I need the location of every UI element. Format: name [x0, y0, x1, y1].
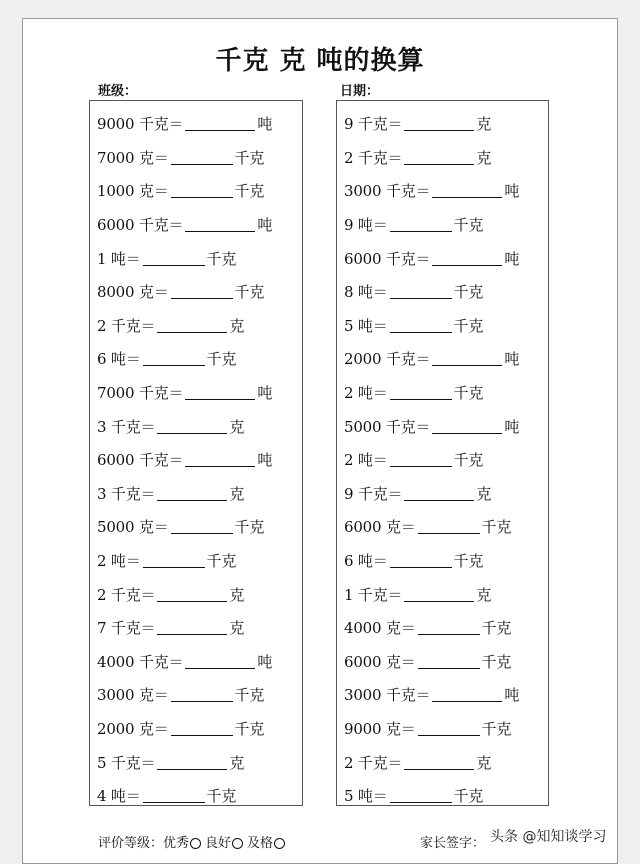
left-exercise-row — [97, 342, 298, 376]
answer-unit: 千克 — [481, 518, 512, 537]
answer-blank[interactable] — [404, 755, 474, 770]
answer-unit: 千克 — [206, 787, 237, 806]
answer-unit: 千克 — [453, 316, 484, 335]
exercise-prompt: 7000 克＝ — [97, 148, 169, 167]
answer-blank[interactable] — [418, 620, 480, 635]
answer-unit: 克 — [229, 753, 245, 772]
left-exercise-row — [97, 141, 298, 175]
answer-unit: 克 — [476, 484, 492, 503]
answer-blank[interactable] — [171, 721, 233, 736]
exercise-prompt: 6000 克＝ — [344, 518, 416, 537]
left-exercise-row — [97, 376, 298, 410]
answer-unit: 千克 — [234, 283, 265, 302]
answer-blank[interactable] — [157, 620, 227, 635]
grade-circle-good — [232, 838, 243, 849]
answer-unit: 千克 — [481, 652, 512, 671]
exercise-prompt: 5 千克＝ — [97, 753, 156, 772]
answer-blank[interactable] — [185, 654, 255, 669]
answer-unit: 千克 — [453, 451, 484, 470]
answer-unit: 克 — [476, 585, 492, 604]
answer-unit: 千克 — [453, 283, 484, 302]
answer-blank[interactable] — [143, 351, 205, 366]
answer-blank[interactable] — [404, 486, 474, 501]
answer-unit: 吨 — [257, 451, 273, 470]
exercise-prompt: 6000 千克＝ — [97, 216, 184, 235]
watermark: 头条 @知知谈学习 — [490, 829, 607, 845]
grade-circle-excellent — [190, 838, 201, 849]
answer-blank[interactable] — [143, 553, 205, 568]
answer-unit: 吨 — [257, 216, 273, 235]
answer-unit: 吨 — [504, 417, 520, 436]
answer-unit: 克 — [229, 585, 245, 604]
answer-unit: 克 — [476, 753, 492, 772]
exercise-prompt: 1 千克＝ — [344, 585, 403, 604]
exercise-prompt: 4000 千克＝ — [97, 652, 184, 671]
exercise-prompt: 2 吨＝ — [344, 451, 388, 470]
answer-unit: 吨 — [504, 182, 520, 201]
answer-blank[interactable] — [171, 519, 233, 534]
right-exercise-row — [344, 443, 544, 477]
left-exercise-row — [97, 107, 298, 141]
answer-blank[interactable] — [390, 284, 452, 299]
left-exercise-row — [97, 544, 298, 578]
right-exercise-row — [344, 611, 544, 645]
exercise-prompt: 2000 克＝ — [97, 719, 169, 738]
left-exercise-row — [97, 208, 298, 242]
exercise-prompt: 2 吨＝ — [344, 384, 388, 403]
exercise-prompt: 9 千克＝ — [344, 484, 403, 503]
right-exercise-row — [344, 141, 544, 175]
right-exercise-row — [344, 745, 544, 779]
answer-blank[interactable] — [185, 217, 255, 232]
answer-blank[interactable] — [157, 587, 227, 602]
left-exercise-row — [97, 174, 298, 208]
answer-unit: 千克 — [481, 619, 512, 638]
exercise-prompt: 9 千克＝ — [344, 115, 403, 134]
answer-blank[interactable] — [157, 755, 227, 770]
left-exercise-row — [97, 712, 298, 746]
answer-unit: 千克 — [234, 686, 265, 705]
answer-blank[interactable] — [432, 351, 502, 366]
left-exercise-row — [97, 678, 298, 712]
answer-unit: 吨 — [257, 384, 273, 403]
answer-unit: 克 — [476, 115, 492, 134]
right-exercise-row — [344, 577, 544, 611]
right-exercise-row — [344, 544, 544, 578]
answer-unit: 吨 — [504, 686, 520, 705]
exercise-prompt: 2000 千克＝ — [344, 350, 431, 369]
left-exercise-row — [97, 577, 298, 611]
answer-blank[interactable] — [157, 486, 227, 501]
left-exercise-row — [97, 241, 298, 275]
answer-blank[interactable] — [418, 519, 480, 534]
left-exercise-row — [97, 477, 298, 511]
exercise-prompt: 3000 克＝ — [97, 686, 169, 705]
right-exercise-column — [336, 100, 549, 806]
grade-section — [98, 832, 289, 851]
answer-unit: 吨 — [257, 652, 273, 671]
left-exercise-row — [97, 409, 298, 443]
answer-unit: 千克 — [206, 249, 237, 268]
left-exercise-row — [97, 275, 298, 309]
left-exercise-row — [97, 779, 298, 813]
right-exercise-row — [344, 645, 544, 679]
grade-option-pass: 及格 — [247, 836, 274, 851]
right-exercise-row — [344, 342, 544, 376]
right-exercise-row — [344, 241, 544, 275]
answer-blank[interactable] — [432, 183, 502, 198]
answer-blank[interactable] — [143, 251, 205, 266]
exercise-prompt: 9 吨＝ — [344, 216, 388, 235]
date-label: 日期： — [340, 84, 380, 99]
signature-section — [420, 832, 485, 851]
right-exercise-row — [344, 309, 544, 343]
answer-unit: 吨 — [257, 115, 273, 134]
left-exercise-row — [97, 510, 298, 544]
answer-blank[interactable] — [157, 419, 227, 434]
right-exercise-row — [344, 275, 544, 309]
worksheet-title: 千克 克 吨的换算 — [215, 46, 425, 76]
exercise-prompt: 2 千克＝ — [344, 753, 403, 772]
right-exercise-row — [344, 678, 544, 712]
left-exercise-column — [89, 100, 303, 806]
answer-blank[interactable] — [432, 687, 502, 702]
answer-unit: 千克 — [234, 719, 265, 738]
exercise-prompt: 4000 克＝ — [344, 619, 416, 638]
exercise-prompt: 5000 克＝ — [97, 518, 169, 537]
exercise-prompt: 7 千克＝ — [97, 619, 156, 638]
answer-blank[interactable] — [390, 385, 452, 400]
answer-blank[interactable] — [171, 284, 233, 299]
answer-blank[interactable] — [418, 654, 480, 669]
right-exercise-row — [344, 208, 544, 242]
exercise-prompt: 2 千克＝ — [344, 148, 403, 167]
answer-blank[interactable] — [390, 318, 452, 333]
left-exercise-row — [97, 745, 298, 779]
answer-unit: 千克 — [234, 182, 265, 201]
right-exercise-row — [344, 510, 544, 544]
answer-unit: 吨 — [504, 249, 520, 268]
class-label: 班级： — [98, 84, 138, 99]
exercise-prompt: 6 吨＝ — [344, 552, 388, 571]
answer-blank[interactable] — [432, 419, 502, 434]
exercise-prompt: 5 吨＝ — [344, 316, 388, 335]
answer-blank[interactable] — [432, 251, 502, 266]
signature-label: 家长签字： — [420, 836, 486, 851]
grade-option-excellent: 优秀 — [163, 836, 190, 851]
answer-unit: 克 — [229, 316, 245, 335]
answer-unit: 千克 — [234, 518, 265, 537]
answer-blank[interactable] — [404, 587, 474, 602]
exercise-prompt: 8 吨＝ — [344, 283, 388, 302]
answer-blank[interactable] — [418, 721, 480, 736]
exercise-prompt: 6 吨＝ — [97, 350, 141, 369]
answer-unit: 千克 — [453, 384, 484, 403]
exercise-prompt: 1 吨＝ — [97, 249, 141, 268]
exercise-prompt: 8000 克＝ — [97, 283, 169, 302]
right-exercise-row — [344, 409, 544, 443]
left-exercise-row — [97, 611, 298, 645]
answer-blank[interactable] — [390, 217, 452, 232]
answer-blank[interactable] — [390, 788, 452, 803]
exercise-prompt: 5000 千克＝ — [344, 417, 431, 436]
exercise-prompt: 2 吨＝ — [97, 552, 141, 571]
right-exercise-row — [344, 107, 544, 141]
exercise-prompt: 6000 千克＝ — [344, 249, 431, 268]
answer-blank[interactable] — [171, 687, 233, 702]
right-exercise-row — [344, 174, 544, 208]
answer-unit: 千克 — [206, 552, 237, 571]
exercise-prompt: 1000 克＝ — [97, 182, 169, 201]
grade-label: 评价等级： — [98, 836, 164, 851]
exercise-prompt: 4 吨＝ — [97, 787, 141, 806]
exercise-prompt: 2 千克＝ — [97, 316, 156, 335]
exercise-prompt: 6000 克＝ — [344, 652, 416, 671]
answer-blank[interactable] — [171, 150, 233, 165]
exercise-prompt: 9000 克＝ — [344, 719, 416, 738]
answer-unit: 克 — [476, 148, 492, 167]
exercise-prompt: 2 千克＝ — [97, 585, 156, 604]
answer-unit: 千克 — [234, 148, 265, 167]
answer-unit: 吨 — [504, 350, 520, 369]
exercise-prompt: 3000 千克＝ — [344, 182, 431, 201]
left-exercise-row — [97, 443, 298, 477]
exercise-prompt: 5 吨＝ — [344, 787, 388, 806]
answer-blank[interactable] — [404, 116, 474, 131]
exercise-prompt: 3 千克＝ — [97, 417, 156, 436]
answer-unit: 千克 — [206, 350, 237, 369]
right-exercise-row — [344, 779, 544, 813]
answer-blank[interactable] — [185, 385, 255, 400]
left-exercise-row — [97, 645, 298, 679]
grade-option-good: 良好 — [205, 836, 232, 851]
left-exercise-row — [97, 309, 298, 343]
answer-blank[interactable] — [185, 116, 255, 131]
answer-unit: 千克 — [453, 552, 484, 571]
answer-blank[interactable] — [157, 318, 227, 333]
right-exercise-row — [344, 376, 544, 410]
answer-blank[interactable] — [390, 452, 452, 467]
right-exercise-row — [344, 477, 544, 511]
answer-blank[interactable] — [143, 788, 205, 803]
answer-unit: 千克 — [453, 216, 484, 235]
answer-unit: 克 — [229, 484, 245, 503]
answer-blank[interactable] — [404, 150, 474, 165]
exercise-prompt: 6000 千克＝ — [97, 451, 184, 470]
exercise-prompt: 3 千克＝ — [97, 484, 156, 503]
answer-unit: 克 — [229, 417, 245, 436]
answer-unit: 克 — [229, 619, 245, 638]
answer-blank[interactable] — [171, 183, 233, 198]
right-exercise-row — [344, 712, 544, 746]
answer-unit: 千克 — [481, 719, 512, 738]
answer-blank[interactable] — [185, 452, 255, 467]
grade-circle-pass — [274, 838, 285, 849]
answer-blank[interactable] — [390, 553, 452, 568]
answer-unit: 千克 — [453, 787, 484, 806]
exercise-prompt: 9000 千克＝ — [97, 115, 184, 134]
exercise-prompt: 3000 千克＝ — [344, 686, 431, 705]
exercise-prompt: 7000 千克＝ — [97, 384, 184, 403]
